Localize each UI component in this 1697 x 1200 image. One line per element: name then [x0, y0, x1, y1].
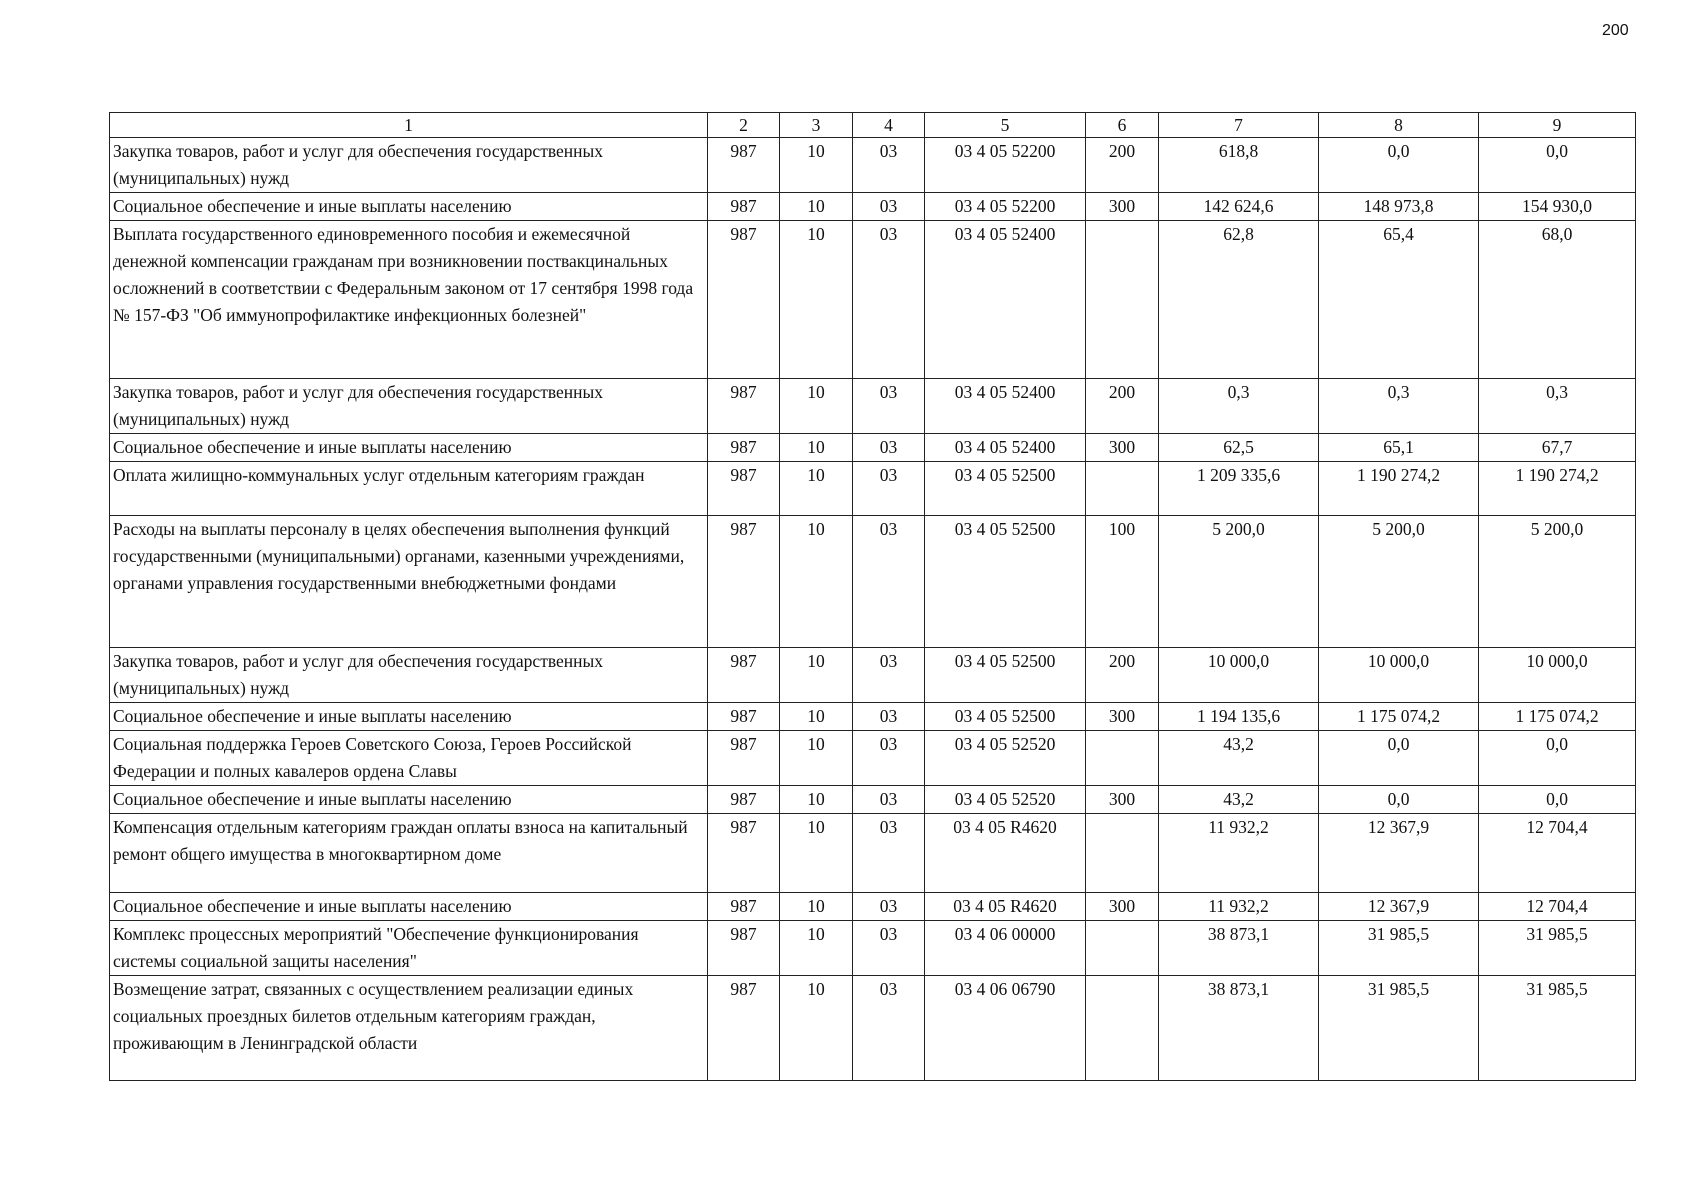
row-amount-year-1: 38 873,1 [1159, 976, 1319, 1081]
row-subsection-code: 03 [853, 462, 925, 516]
row-section-code: 10 [780, 648, 853, 703]
row-target-article: 03 4 05 R4620 [925, 893, 1086, 921]
row-amount-year-3: 31 985,5 [1479, 976, 1636, 1081]
row-expense-type [1086, 462, 1159, 516]
row-amount-year-2: 5 200,0 [1319, 516, 1479, 648]
row-section-code: 10 [780, 921, 853, 976]
row-grbs-code: 987 [708, 434, 780, 462]
row-section-code: 10 [780, 462, 853, 516]
row-description: Комплекс процессных мероприятий "Обеспечение функционирования системы социальной защиты населения" [110, 921, 708, 976]
row-subsection-code: 03 [853, 379, 925, 434]
column-header: 2 [708, 113, 780, 138]
row-description: Возмещение затрат, связанных с осуществлением реализации единых социальных проездных билетов отдельным категориям граждан, проживающим в Ленинградской области [110, 976, 708, 1081]
row-amount-year-1: 43,2 [1159, 786, 1319, 814]
row-amount-year-3: 154 930,0 [1479, 193, 1636, 221]
table-row [110, 648, 1636, 703]
table-row [110, 976, 1636, 1081]
row-expense-type: 300 [1086, 434, 1159, 462]
row-section-code: 10 [780, 786, 853, 814]
row-target-article: 03 4 06 06790 [925, 976, 1086, 1081]
row-amount-year-2: 0,0 [1319, 786, 1479, 814]
row-target-article: 03 4 05 52200 [925, 193, 1086, 221]
row-grbs-code: 987 [708, 516, 780, 648]
row-expense-type [1086, 221, 1159, 379]
row-subsection-code: 03 [853, 921, 925, 976]
column-header: 7 [1159, 113, 1319, 138]
row-amount-year-1: 62,8 [1159, 221, 1319, 379]
table-row [110, 786, 1636, 814]
row-section-code: 10 [780, 731, 853, 786]
row-target-article: 03 4 05 52500 [925, 516, 1086, 648]
row-amount-year-1: 1 194 135,6 [1159, 703, 1319, 731]
row-subsection-code: 03 [853, 814, 925, 893]
table-row [110, 221, 1636, 379]
row-target-article: 03 4 05 52500 [925, 703, 1086, 731]
row-amount-year-3: 5 200,0 [1479, 516, 1636, 648]
row-amount-year-2: 65,1 [1319, 434, 1479, 462]
row-subsection-code: 03 [853, 221, 925, 379]
row-amount-year-1: 10 000,0 [1159, 648, 1319, 703]
row-expense-type [1086, 731, 1159, 786]
row-amount-year-2: 1 190 274,2 [1319, 462, 1479, 516]
row-description: Социальное обеспечение и иные выплаты населению [110, 786, 708, 814]
row-amount-year-1: 38 873,1 [1159, 921, 1319, 976]
row-amount-year-2: 0,3 [1319, 379, 1479, 434]
row-subsection-code: 03 [853, 703, 925, 731]
row-description: Выплата государственного единовременного пособия и ежемесячной денежной компенсации гражданам при возникновении поствакцинальных осложнений в соответствии с Федеральным законом от 17 сентября 1998 года № 157-ФЗ "Об иммунопрофилактике инфекционных болезней" [110, 221, 708, 379]
row-amount-year-2: 0,0 [1319, 138, 1479, 193]
row-expense-type [1086, 976, 1159, 1081]
row-grbs-code: 987 [708, 462, 780, 516]
row-grbs-code: 987 [708, 731, 780, 786]
row-amount-year-3: 0,3 [1479, 379, 1636, 434]
budget-table [109, 112, 1636, 1081]
row-amount-year-2: 12 367,9 [1319, 893, 1479, 921]
row-expense-type [1086, 814, 1159, 893]
row-target-article: 03 4 05 52400 [925, 379, 1086, 434]
table-row [110, 814, 1636, 893]
row-expense-type [1086, 921, 1159, 976]
column-header: 5 [925, 113, 1086, 138]
row-amount-year-3: 0,0 [1479, 731, 1636, 786]
row-amount-year-2: 148 973,8 [1319, 193, 1479, 221]
row-amount-year-1: 142 624,6 [1159, 193, 1319, 221]
row-amount-year-2: 65,4 [1319, 221, 1479, 379]
row-description: Социальное обеспечение и иные выплаты населению [110, 434, 708, 462]
row-description: Расходы на выплаты персоналу в целях обеспечения выполнения функций государственными (муниципальными) органами, казенными учреждениями, органами управления государственными внебюджетными фондами [110, 516, 708, 648]
row-amount-year-2: 31 985,5 [1319, 921, 1479, 976]
row-target-article: 03 4 06 00000 [925, 921, 1086, 976]
table-row [110, 703, 1636, 731]
row-amount-year-1: 11 932,2 [1159, 893, 1319, 921]
table-row [110, 379, 1636, 434]
table-header-row [110, 113, 1636, 138]
row-section-code: 10 [780, 516, 853, 648]
row-grbs-code: 987 [708, 648, 780, 703]
row-grbs-code: 987 [708, 814, 780, 893]
row-amount-year-3: 0,0 [1479, 138, 1636, 193]
row-description: Социальное обеспечение и иные выплаты населению [110, 193, 708, 221]
row-amount-year-1: 5 200,0 [1159, 516, 1319, 648]
row-amount-year-1: 43,2 [1159, 731, 1319, 786]
row-subsection-code: 03 [853, 976, 925, 1081]
row-grbs-code: 987 [708, 703, 780, 731]
row-description: Социальное обеспечение и иные выплаты населению [110, 703, 708, 731]
row-expense-type: 300 [1086, 786, 1159, 814]
row-grbs-code: 987 [708, 138, 780, 193]
table-row [110, 921, 1636, 976]
row-amount-year-2: 10 000,0 [1319, 648, 1479, 703]
row-subsection-code: 03 [853, 193, 925, 221]
row-amount-year-3: 1 175 074,2 [1479, 703, 1636, 731]
table-row [110, 516, 1636, 648]
row-expense-type: 200 [1086, 648, 1159, 703]
table-row [110, 138, 1636, 193]
row-target-article: 03 4 05 52400 [925, 434, 1086, 462]
row-subsection-code: 03 [853, 648, 925, 703]
row-grbs-code: 987 [708, 893, 780, 921]
row-amount-year-3: 31 985,5 [1479, 921, 1636, 976]
row-amount-year-1: 618,8 [1159, 138, 1319, 193]
row-target-article: 03 4 05 52200 [925, 138, 1086, 193]
row-description: Закупка товаров, работ и услуг для обеспечения государственных (муниципальных) нужд [110, 138, 708, 193]
row-amount-year-1: 1 209 335,6 [1159, 462, 1319, 516]
row-grbs-code: 987 [708, 379, 780, 434]
row-section-code: 10 [780, 193, 853, 221]
row-amount-year-3: 68,0 [1479, 221, 1636, 379]
row-target-article: 03 4 05 52500 [925, 462, 1086, 516]
row-amount-year-3: 0,0 [1479, 786, 1636, 814]
row-amount-year-3: 10 000,0 [1479, 648, 1636, 703]
row-expense-type: 300 [1086, 893, 1159, 921]
row-description: Оплата жилищно-коммунальных услуг отдельным категориям граждан [110, 462, 708, 516]
row-grbs-code: 987 [708, 786, 780, 814]
row-amount-year-2: 12 367,9 [1319, 814, 1479, 893]
row-grbs-code: 987 [708, 193, 780, 221]
row-amount-year-3: 1 190 274,2 [1479, 462, 1636, 516]
table-row [110, 731, 1636, 786]
row-description: Закупка товаров, работ и услуг для обеспечения государственных (муниципальных) нужд [110, 648, 708, 703]
row-description: Компенсация отдельным категориям граждан оплаты взноса на капитальный ремонт общего имущества в многоквартирном доме [110, 814, 708, 893]
row-amount-year-1: 62,5 [1159, 434, 1319, 462]
row-subsection-code: 03 [853, 434, 925, 462]
row-amount-year-1: 0,3 [1159, 379, 1319, 434]
row-subsection-code: 03 [853, 893, 925, 921]
column-header: 4 [853, 113, 925, 138]
row-section-code: 10 [780, 703, 853, 731]
row-section-code: 10 [780, 138, 853, 193]
column-header: 9 [1479, 113, 1636, 138]
row-amount-year-2: 0,0 [1319, 731, 1479, 786]
row-expense-type: 200 [1086, 379, 1159, 434]
table-row [110, 434, 1636, 462]
table-row [110, 893, 1636, 921]
row-target-article: 03 4 05 52520 [925, 786, 1086, 814]
row-target-article: 03 4 05 52500 [925, 648, 1086, 703]
row-expense-type: 200 [1086, 138, 1159, 193]
row-description: Закупка товаров, работ и услуг для обеспечения государственных (муниципальных) нужд [110, 379, 708, 434]
table-row [110, 462, 1636, 516]
row-grbs-code: 987 [708, 921, 780, 976]
row-section-code: 10 [780, 893, 853, 921]
row-subsection-code: 03 [853, 516, 925, 648]
column-header: 6 [1086, 113, 1159, 138]
row-amount-year-2: 1 175 074,2 [1319, 703, 1479, 731]
table-row [110, 193, 1636, 221]
column-header: 3 [780, 113, 853, 138]
row-amount-year-3: 67,7 [1479, 434, 1636, 462]
row-section-code: 10 [780, 221, 853, 379]
row-section-code: 10 [780, 976, 853, 1081]
row-expense-type: 300 [1086, 703, 1159, 731]
column-header: 8 [1319, 113, 1479, 138]
row-subsection-code: 03 [853, 786, 925, 814]
row-description: Социальная поддержка Героев Советского Союза, Героев Российской Федерации и полных кавалеров ордена Славы [110, 731, 708, 786]
row-grbs-code: 987 [708, 976, 780, 1081]
column-header: 1 [110, 113, 708, 138]
row-target-article: 03 4 05 52400 [925, 221, 1086, 379]
row-target-article: 03 4 05 R4620 [925, 814, 1086, 893]
row-amount-year-2: 31 985,5 [1319, 976, 1479, 1081]
row-section-code: 10 [780, 379, 853, 434]
row-section-code: 10 [780, 434, 853, 462]
row-amount-year-3: 12 704,4 [1479, 814, 1636, 893]
row-expense-type: 100 [1086, 516, 1159, 648]
row-description: Социальное обеспечение и иные выплаты населению [110, 893, 708, 921]
row-amount-year-1: 11 932,2 [1159, 814, 1319, 893]
row-grbs-code: 987 [708, 221, 780, 379]
row-subsection-code: 03 [853, 731, 925, 786]
row-amount-year-3: 12 704,4 [1479, 893, 1636, 921]
row-subsection-code: 03 [853, 138, 925, 193]
row-expense-type: 300 [1086, 193, 1159, 221]
page-number: 200 [1602, 22, 1629, 39]
row-section-code: 10 [780, 814, 853, 893]
row-target-article: 03 4 05 52520 [925, 731, 1086, 786]
